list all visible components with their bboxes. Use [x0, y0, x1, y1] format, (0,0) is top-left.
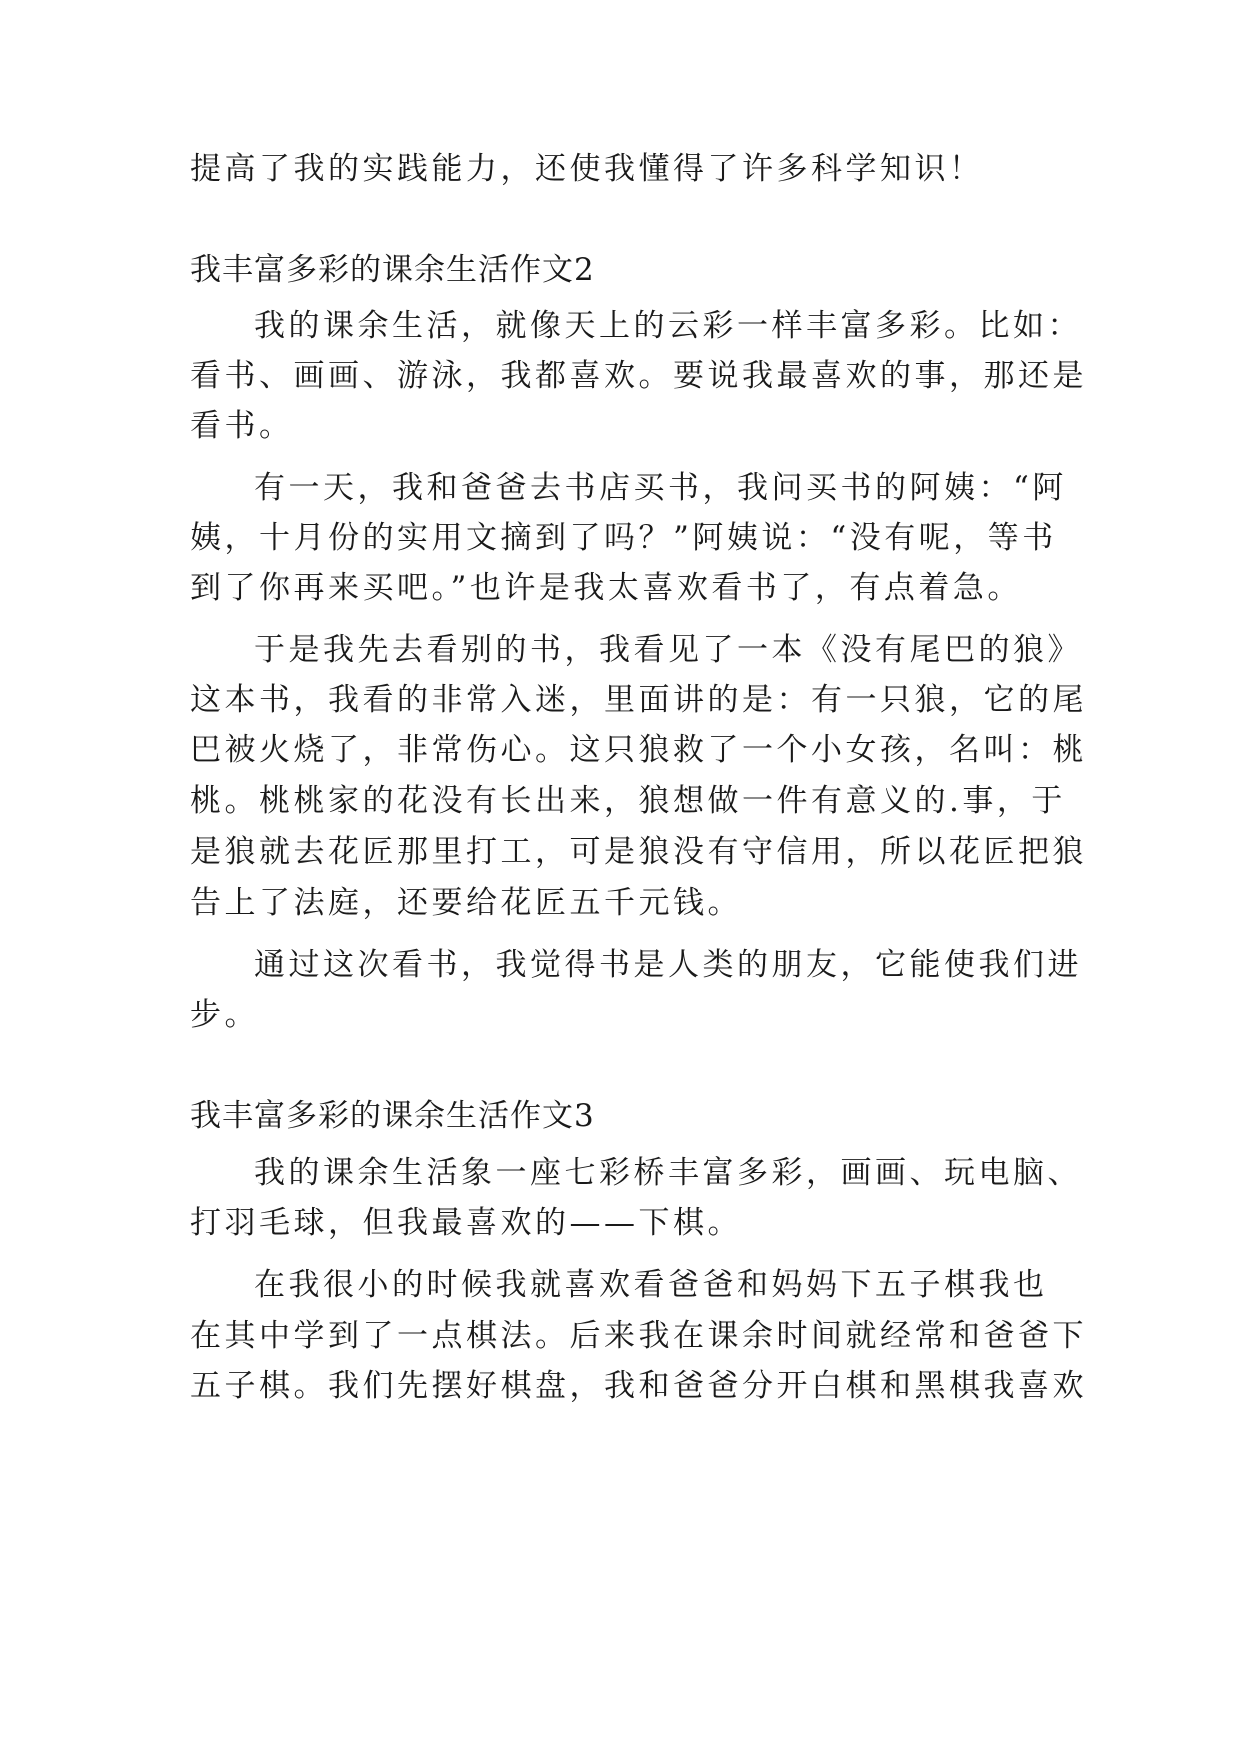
paragraph-line: 这本书，我看的非常入迷，里面讲的是：有一只狼，它的尾: [190, 682, 1087, 718]
paragraph-line: 看书。: [190, 408, 294, 444]
paragraph-line: 巴被火烧了，非常伤心。这只狼救了一个小女孩，名叫：桃: [190, 732, 1087, 768]
paragraph-line: 桃。桃桃家的花没有长出来，狼想做一件有意义的.事，于: [190, 783, 1066, 819]
paragraph-line: 步。: [190, 997, 259, 1033]
paragraph-line: 打羽毛球，但我最喜欢的——下棋。: [190, 1205, 742, 1241]
paragraph-line: 在我很小的时候我就喜欢看爸爸和妈妈下五子棋我也: [254, 1267, 1048, 1303]
essay-2-title: 我丰富多彩的课余生活作文2: [190, 252, 595, 288]
essay-3-title: 我丰富多彩的课余生活作文3: [190, 1098, 595, 1134]
paragraph-line: 到了你再来买吧。”也许是我太喜欢看书了，有点着急。: [190, 570, 1022, 606]
paragraph-line: 通过这次看书，我觉得书是人类的朋友，它能使我们进: [254, 947, 1082, 983]
paragraph-line: 有一天，我和爸爸去书店买书，我问买书的阿姨：“阿: [254, 470, 1067, 506]
paragraph-line: 告上了法庭，还要给花匠五千元钱。: [190, 885, 742, 921]
paragraph-line: 我的课余生活象一座七彩桥丰富多彩，画画、玩电脑、: [254, 1155, 1082, 1191]
paragraph-line: 于是我先去看别的书，我看见了一本《没有尾巴的狼》: [254, 632, 1082, 668]
paragraph-line: 五子棋。我们先摆好棋盘，我和爸爸分开白棋和黑棋我喜欢: [190, 1368, 1087, 1404]
paragraph-line: 是狼就去花匠那里打工，可是狼没有守信用，所以花匠把狼: [190, 834, 1087, 870]
paragraph-line: 在其中学到了一点棋法。后来我在课余时间就经常和爸爸下: [190, 1318, 1087, 1354]
paragraph-line: 提高了我的实践能力，还使我懂得了许多科学知识！: [190, 151, 984, 187]
paragraph-line: 我的课余生活，就像天上的云彩一样丰富多彩。比如：: [254, 308, 1082, 344]
paragraph-line: 看书、画画、游泳，我都喜欢。要说我最喜欢的事，那还是: [190, 358, 1087, 394]
paragraph-line: 姨，十月份的实用文摘到了吗？”阿姨说：“没有呢，等书: [190, 520, 1057, 556]
